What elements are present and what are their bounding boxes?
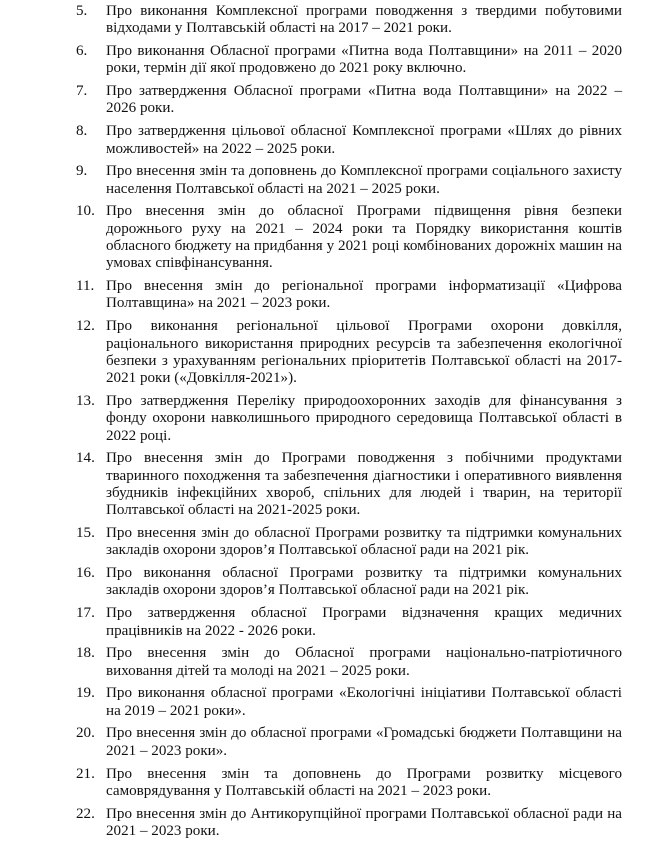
- item-number: 16.: [76, 565, 95, 582]
- agenda-item: [76, 525, 622, 560]
- item-number: 22.: [76, 805, 95, 822]
- agenda-item: [76, 725, 622, 760]
- item-text: Про затвердження Обласної програми «Питна вода Полтавщини» на 2022 – 2026 роки.: [106, 83, 622, 117]
- agenda-item: [76, 163, 622, 198]
- agenda-item: [76, 685, 622, 720]
- item-number: 9.: [76, 163, 88, 180]
- item-number: 19.: [76, 685, 95, 702]
- agenda-item: [76, 318, 622, 387]
- item-number: 17.: [76, 605, 95, 622]
- agenda-item: [76, 450, 622, 519]
- agenda-item: [76, 278, 622, 313]
- agenda-item: [76, 123, 622, 158]
- item-number: 10.: [76, 203, 95, 220]
- item-text: Про внесення змін до обласної програми «Громадські бюджети Полтавщини на 2021 – 2023 роки».: [106, 725, 622, 759]
- item-number: 13.: [76, 392, 95, 409]
- item-text: Про внесення змін до обласної Програми розвитку та підтримки комунальних закладів охорони здоров’я Полтавської обласної ради на 2021 рік.: [106, 525, 622, 559]
- item-text: Про затвердження обласної Програми відзначення кращих медичних працівників на 2022 - 2026 роки.: [106, 605, 622, 639]
- agenda-item: [76, 393, 622, 445]
- agenda-item: [76, 43, 622, 78]
- item-text: Про внесення змін до Обласної програми національно-патріотичного виховання дітей та молоді на 2021 – 2025 роки.: [106, 645, 622, 679]
- item-number: 12.: [76, 318, 95, 335]
- item-text: Про виконання Комплексної програми поводження з твердими побутовими відходами у Полтавській області на 2017 – 2021 роки.: [106, 3, 622, 37]
- item-number: 15.: [76, 525, 95, 542]
- item-number: 8.: [76, 123, 88, 140]
- agenda-item: [76, 645, 622, 680]
- item-number: 14.: [76, 450, 95, 467]
- item-text: Про внесення змін до регіональної програми інформатизації «Цифрова Полтавщина» на 2021 – 2023 роки.: [106, 278, 622, 312]
- item-text: Про затвердження Переліку природоохоронних заходів для фінансування з фонду охорони навколишнього природного середовища Полтавської області в 2022 році.: [106, 392, 622, 444]
- item-text: Про виконання обласної Програми розвитку та підтримки комунальних закладів охорони здоров’я Полтавської обласної ради на 2021 рік.: [106, 565, 622, 599]
- item-number: 11.: [76, 278, 95, 295]
- agenda-item: [76, 806, 622, 841]
- agenda-item: [76, 605, 622, 640]
- agenda-item: [76, 565, 622, 600]
- item-text: Про виконання Обласної програми «Питна вода Полтавщини» на 2011 – 2020 роки, термін дії якої продовжено до 2021 року включно.: [106, 43, 622, 77]
- item-text: Про виконання регіональної цільової Програми охорони довкілля, раціонального використання природних ресурсів та забезпечення екологічної безпеки з урахуванням регіональних пріоритетів Полтавської області на 2017-2021 роки («Довкілля-2021»).: [106, 318, 622, 387]
- agenda-item: [76, 3, 622, 38]
- item-text: Про внесення змін та доповнень до Програми розвитку місцевого самоврядування у Полтавській області на 2021 – 2023 роки.: [106, 765, 622, 799]
- agenda-list: [76, 3, 622, 846]
- item-number: 18.: [76, 645, 95, 662]
- item-number: 6.: [76, 43, 88, 60]
- item-text: Про внесення змін та доповнень до Комплексної програми соціального захисту населення Полтавської області на 2021 – 2025 роки.: [106, 163, 622, 197]
- item-text: Про внесення змін до Програми поводження з побічними продуктами тваринного походження та забезпечення діагностики і оперативного виявлення збудників інфекційних хвороб, спільних для людей і тварин, на території Полтавської області на 2021-2025 роки.: [106, 450, 622, 519]
- agenda-item: [76, 83, 622, 118]
- item-text: Про затвердження цільової обласної Комплексної програми «Шлях до рівних можливостей» на 2022 – 2025 роки.: [106, 123, 622, 157]
- item-text: Про виконання обласної програми «Екологічні ініціативи Полтавської області на 2019 – 2021 роки».: [106, 685, 622, 719]
- agenda-item: [76, 203, 622, 272]
- item-number: 21.: [76, 765, 95, 782]
- agenda-item: [76, 766, 622, 801]
- item-number: 20.: [76, 725, 95, 742]
- item-text: Про внесення змін до Антикорупційної програми Полтавської обласної ради на 2021 – 2023 роки.: [106, 805, 622, 839]
- item-number: 7.: [76, 83, 88, 100]
- item-text: Про внесення змін до обласної Програми підвищення рівня безпеки дорожнього руху на 2021 – 2024 роки та Порядку використання коштів обласного бюджету на придбання у 2021 році комбінованих дорожніх машин на умовах співфінансування.: [106, 203, 622, 272]
- item-number: 5.: [76, 3, 88, 19]
